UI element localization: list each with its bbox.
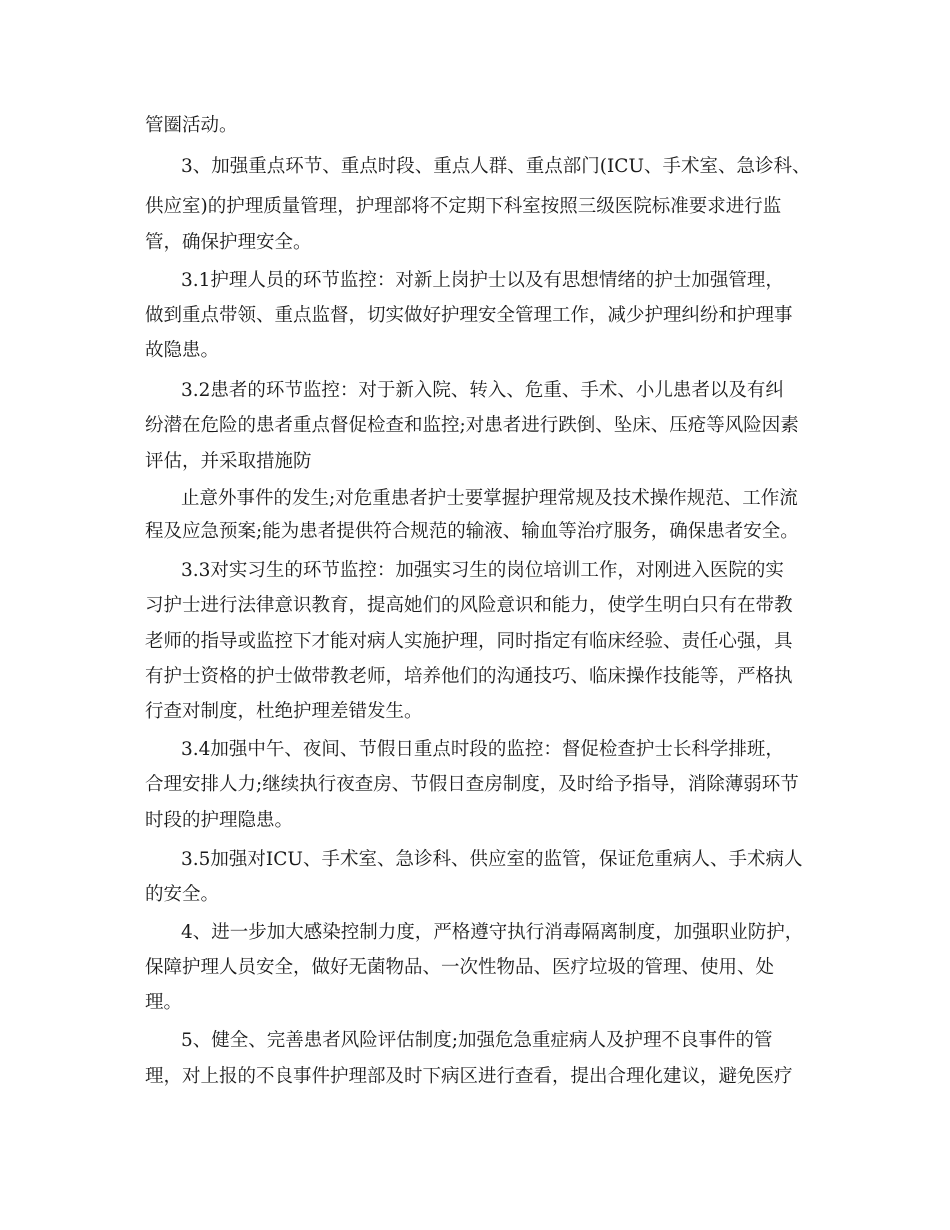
- text-line: 习护士进行法律意识教育，提高她们的风险意识和能力，使学生明白只有在带教: [145, 595, 793, 616]
- text-line: 保障护理人员安全，做好无菌物品、一次性物品、医疗垃圾的管理、使用、处: [145, 957, 775, 978]
- text-line: 的安全。: [145, 884, 220, 905]
- text-line: 5、健全、完善患者风险评估制度;加强危急重症病人及护理不良事件的管: [181, 1030, 773, 1051]
- text-line: 3.2患者的环节监控：对于新入院、转入、危重、手术、小儿患者以及有纠: [181, 380, 784, 401]
- text-line: 供应室)的护理质量管理，护理部将不定期下科室按照三级医院标准要求进行监: [145, 196, 782, 217]
- text-line: 3、加强重点环节、重点时段、重点人群、重点部门(ICU、手术室、急诊科、: [181, 156, 811, 177]
- text-line: 3.5加强对ICU、手术室、急诊科、供应室的监管，保证危重病人、手术病人: [181, 849, 803, 870]
- text-line: 理，对上报的不良事件护理部及时下病区进行查看，提出合理化建议，避免医疗: [145, 1066, 793, 1087]
- text-line: 行查对制度，杜绝护理差错发生。: [145, 701, 423, 722]
- text-line: 3.3对实习生的环节监控：加强实习生的岗位培训工作，对刚进入医院的实: [181, 560, 784, 581]
- text-line: 管圈活动。: [145, 115, 238, 136]
- text-line: 评估，并采取措施防: [145, 451, 312, 472]
- text-line: 做到重点带领、重点监督，切实做好护理安全管理工作，减少护理纠纷和护理事: [145, 305, 793, 326]
- text-line: 3.1护理人员的环节监控：对新上岗护士以及有思想情绪的护士加强管理，: [181, 270, 784, 291]
- text-line: 3.4加强中午、夜间、节假日重点时段的监控：督促检查护士长科学排班，: [181, 739, 784, 760]
- text-line: 时段的护理隐患。: [145, 810, 294, 831]
- text-line: 管，确保护理安全。: [145, 232, 312, 253]
- text-line: 老师的指导或监控下才能对病人实施护理，同时指定有临床经验、责任心强，具: [145, 631, 793, 652]
- text-line: 有护士资格的护士做带教老师，培养他们的沟通技巧、临床操作技能等，严格执: [145, 666, 793, 687]
- text-line: 程及应急预案;能为患者提供符合规范的输液、输血等治疗服务，确保患者安全。: [145, 521, 799, 542]
- text-line: 故隐患。: [145, 340, 220, 361]
- text-line: 4、进一步加大感染控制力度，严格遵守执行消毒隔离制度，加强职业防护，: [181, 922, 804, 943]
- text-line: 止意外事件的发生;对危重患者护士要掌握护理常规及技术操作规范、工作流: [181, 488, 798, 509]
- text-line: 理。: [145, 992, 183, 1013]
- text-line: 合理安排人力;继续执行夜查房、节假日查房制度，及时给予指导，消除薄弱环节: [145, 774, 799, 795]
- text-line: 纷潜在危险的患者重点督促检查和监控;对患者进行跌倒、坠床、压疮等风险因素: [145, 415, 799, 436]
